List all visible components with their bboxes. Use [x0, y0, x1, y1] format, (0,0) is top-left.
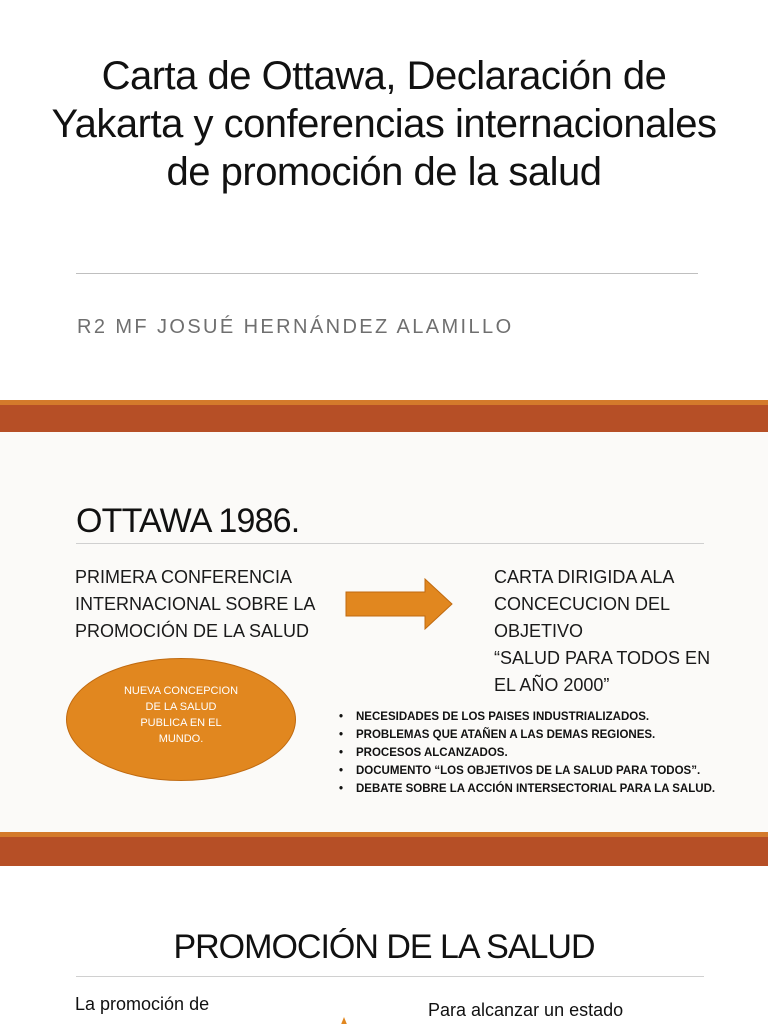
- list-item-text: DEBATE SOBRE LA ACCIÓN INTERSECTORIAL PARA LA SALUD.: [356, 783, 716, 795]
- title-slide: [0, 0, 768, 400]
- concept-ellipse: [66, 658, 296, 781]
- list-item-text: PROCESOS ALCANZADOS.: [356, 747, 508, 759]
- ottawa-slide: [0, 432, 768, 832]
- list-item: [336, 780, 761, 798]
- presentation-title: Carta de Ottawa, Declaración de Yakarta y conferencias internacionales de promoción de la salud: [51, 54, 717, 194]
- list-item-text: NECESIDADES DE LOS PAISES INDUSTRIALIZADOS.: [356, 711, 650, 723]
- title-divider: [76, 543, 704, 544]
- list-item-text: DOCUMENTO “LOS OBJETIVOS DE LA SALUD PARA TODOS”.: [356, 765, 701, 777]
- presentation-author: R2 MF JOSUÉ HERNÁNDEZ ALAMILLO: [77, 316, 514, 338]
- title-divider: [76, 273, 698, 274]
- charter-objective-line: CARTA DIRIGIDA ALA CONCECUCION DEL OBJETIVO: [494, 567, 674, 641]
- bullet-icon: •: [339, 765, 344, 777]
- slide-separator: [0, 837, 768, 866]
- bullet-icon: •: [339, 783, 344, 795]
- bullet-icon: •: [339, 711, 344, 723]
- right-arrow-icon: [336, 1014, 356, 1024]
- slide-title: OTTAWA 1986.: [76, 502, 300, 540]
- bullet-icon: •: [339, 729, 344, 741]
- charter-objective: [494, 564, 724, 699]
- conference-description: PRIMERA CONFERENCIA INTERNACIONAL SOBRE LA PROMOCIÓN DE LA SALUD: [75, 567, 315, 641]
- slide-text-left: La promoción de: [75, 994, 210, 1014]
- slide-title: PROMOCIÓN DE LA SALUD: [173, 928, 595, 966]
- slide-text-right: Para alcanzar un estado: [428, 1000, 624, 1020]
- health-promotion-slide: [0, 866, 768, 1024]
- bullet-icon: •: [339, 747, 344, 759]
- right-arrow-icon: [345, 578, 453, 635]
- slide-separator: [0, 405, 768, 432]
- list-item: [336, 708, 761, 726]
- topic-list: [336, 708, 761, 798]
- list-item-text: PROBLEMAS QUE ATAÑEN A LAS DEMAS REGIONES.: [356, 729, 656, 741]
- charter-objective-quote: “SALUD PARA TODOS EN EL AÑO 2000”: [494, 648, 711, 695]
- title-divider: [76, 976, 704, 977]
- list-item: [336, 744, 761, 762]
- ellipse-label: NUEVA CONCEPCION DE LA SALUD PUBLICA EN EL MUNDO.: [123, 684, 239, 745]
- list-item: [336, 726, 761, 744]
- list-item: [336, 762, 761, 780]
